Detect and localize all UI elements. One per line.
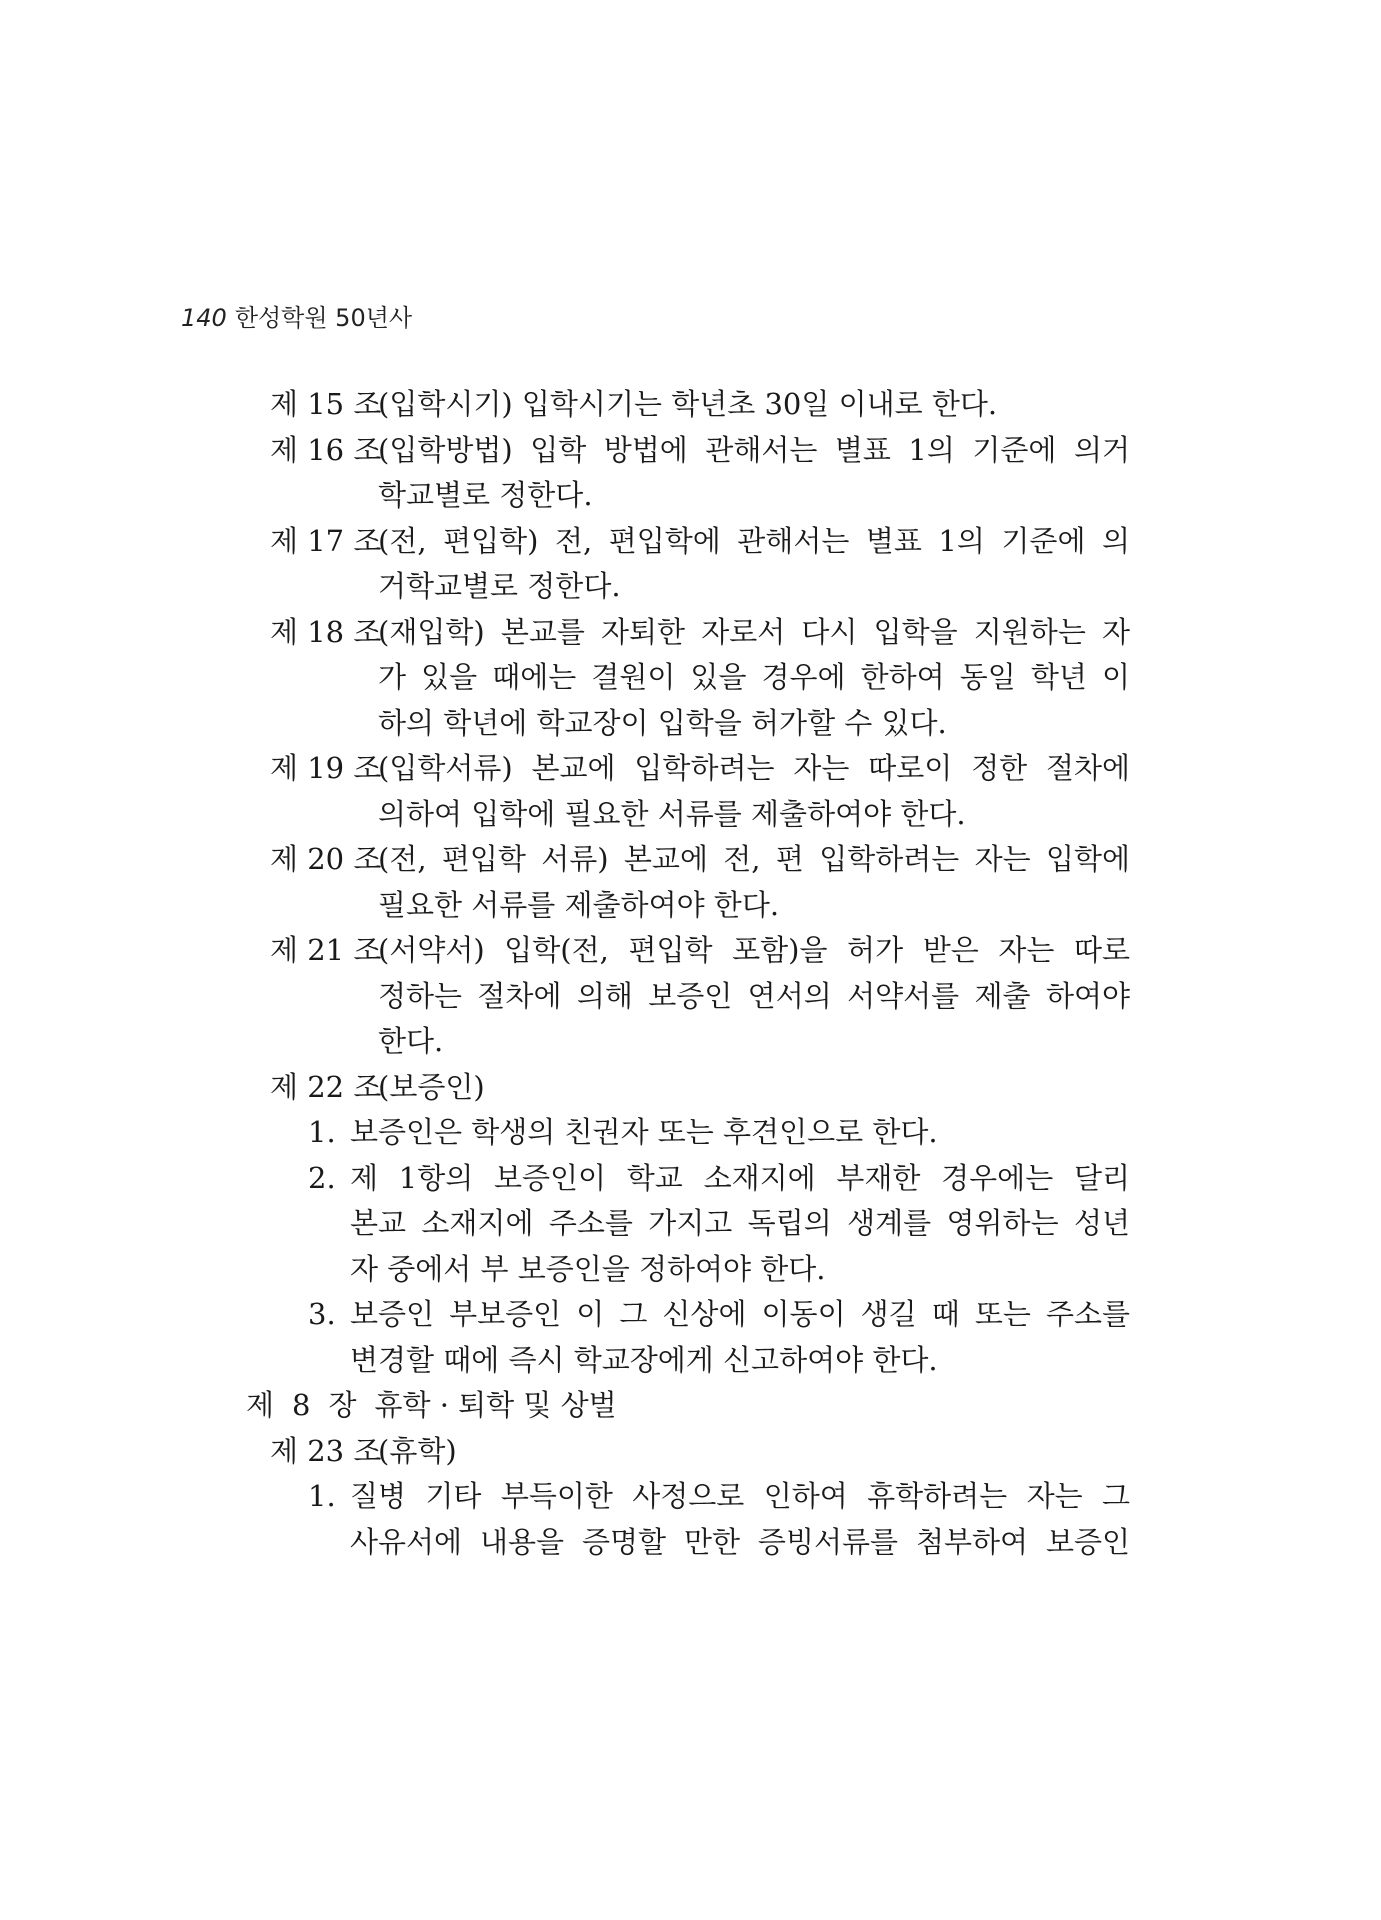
document-body [246, 382, 1130, 1565]
item-text: 제 1항의 보증인이 학교 소재지에 부재한 경우에는 달리 [350, 1160, 1130, 1195]
item-text: 질병 기타 부득이한 사정으로 인하여 휴학하려는 자는 그 [350, 1479, 1130, 1513]
article-22-items [308, 1110, 1130, 1383]
article-text: 가 있을 때에는 결원이 있을 경우에 한하여 동일 학년 이 [378, 660, 1130, 694]
article-number: 제 22 조 [270, 1069, 382, 1104]
item-text: 변경할 때에 즉시 학교장에게 신고하여야 한다. [350, 1342, 938, 1377]
chapter-prefix: 제 [246, 1388, 275, 1422]
article-text: (전, 편입학 서류) 본교에 전, 편 입학하려는 자는 입학에 [378, 842, 1130, 876]
item-number: 3. [308, 1297, 336, 1331]
article-text: 한다. [378, 1024, 444, 1058]
article-text: (재입학) 본교를 자퇴한 자로서 다시 입학을 지원하는 자 [378, 614, 1130, 649]
article-16 [270, 428, 1130, 519]
article-number: 제 19 조 [270, 751, 382, 785]
book-title: 한성학원 50년사 [234, 304, 413, 332]
item-text: 사유서에 내용을 증명할 만한 증빙서류를 첨부하여 보증인 [350, 1524, 1130, 1559]
article-number: 제 16 조 [270, 432, 382, 467]
article-number: 제 23 조 [270, 1433, 382, 1468]
article-title: (보증인) [378, 1069, 485, 1104]
chapter-title: 휴학 · 퇴학 및 상벌 [374, 1388, 617, 1422]
article-title: (휴학) [378, 1433, 457, 1468]
chapter-number: 8 [292, 1388, 311, 1422]
article-23-items [308, 1474, 1130, 1565]
item-text: 자 중에서 부 보증인을 정하여야 한다. [350, 1251, 826, 1286]
page-number: 140 [181, 304, 227, 332]
item-number: 2. [308, 1160, 336, 1195]
article-21 [270, 928, 1130, 1065]
article-text: 필요한 서류를 제출하여야 한다. [378, 887, 780, 922]
article-20 [270, 837, 1130, 928]
article-18 [270, 610, 1130, 747]
article-15 [270, 382, 1130, 428]
article-text: (입학서류) 본교에 입학하려는 자는 따로이 정한 절차에 [378, 751, 1130, 785]
article-text: 의하여 입학에 필요한 서류를 제출하여야 한다. [378, 796, 966, 831]
article-text: (입학방법) 입학 방법에 관해서는 별표 1의 기준에 의거 [378, 432, 1130, 467]
list-item [308, 1474, 1130, 1565]
article-number: 제 15 조 [270, 387, 382, 421]
article-number: 제 17 조 [270, 523, 382, 558]
article-number: 제 21 조 [270, 933, 382, 967]
article-text: (전, 편입학) 전, 편입학에 관해서는 별표 1의 기준에 의 [378, 523, 1130, 558]
article-text: 하의 학년에 학교장이 입학을 허가할 수 있다. [378, 705, 947, 740]
article-22 [270, 1065, 1130, 1384]
item-text: 보증인 부보증인 이 그 신상에 이동이 생길 때 또는 주소를 [350, 1297, 1130, 1331]
article-23 [270, 1429, 1130, 1566]
chapter-heading [246, 1383, 1130, 1429]
article-text: 학교별로 정한다. [378, 478, 593, 512]
item-number: 1. [308, 1115, 336, 1149]
article-text: (서약서) 입학(전, 편입학 포함)을 허가 받은 자는 따로 [378, 933, 1130, 967]
item-text: 본교 소재지에 주소를 가지고 독립의 생계를 영위하는 성년 [350, 1206, 1130, 1240]
article-17 [270, 519, 1130, 610]
article-number: 제 20 조 [270, 842, 382, 876]
article-text: (입학시기) 입학시기는 학년초 30일 이내로 한다. [378, 387, 998, 421]
list-item [308, 1156, 1130, 1293]
article-text: 거학교별로 정한다. [378, 569, 621, 603]
page-header [181, 298, 412, 333]
item-text: 보증인은 학생의 친권자 또는 후견인으로 한다. [350, 1115, 938, 1149]
article-text: 정하는 절차에 의해 보증인 연서의 서약서를 제출 하여야 [378, 978, 1130, 1013]
article-number: 제 18 조 [270, 614, 382, 649]
list-item [308, 1292, 1130, 1383]
article-19 [270, 746, 1130, 837]
item-number: 1. [308, 1479, 336, 1513]
chapter-unit: 장 [328, 1388, 357, 1422]
list-item [308, 1110, 1130, 1156]
